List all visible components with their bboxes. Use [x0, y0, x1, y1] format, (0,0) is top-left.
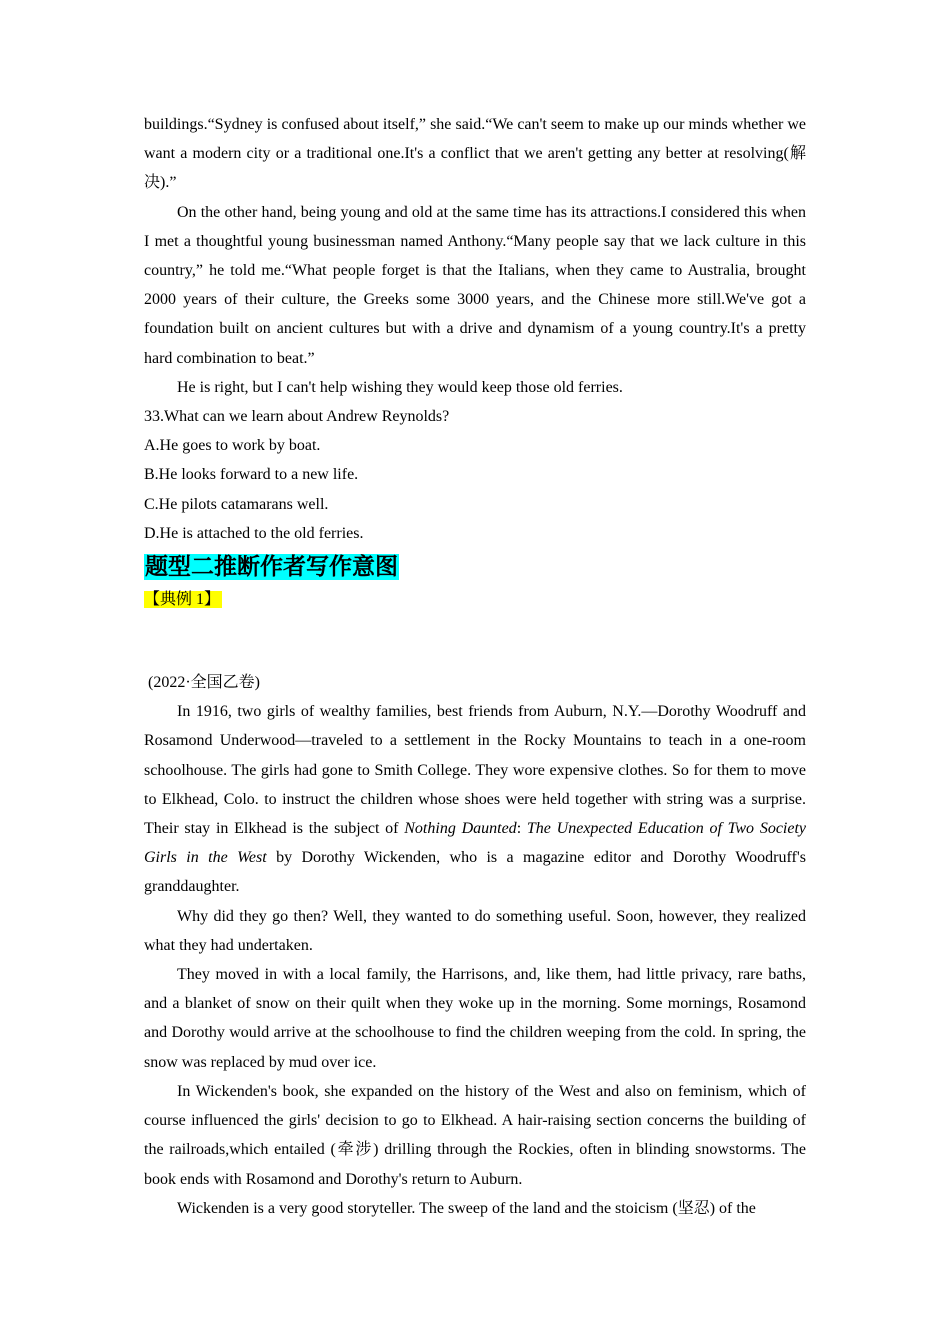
question-stem: 33.What can we learn about Andrew Reynolds? [144, 408, 450, 426]
example-tag-text: 【典例 1】 [144, 591, 221, 609]
blank-space [144, 611, 806, 668]
source-label: (2022·全国乙卷) [148, 674, 260, 692]
section-heading [144, 551, 806, 583]
passage-b-paragraph-3: They moved in with a local family, the Harrisons, and, like them, had little privacy, rare baths, and a blanket of snow on their quilt when they woke up in the morning. Some mornings, Rosamond and Dorothy would arrive at the schoolhouse to find the children weeping from the cold. In spring, the snow was replaced by mud over ice. [144, 966, 806, 1071]
section-heading-text: 题型二推断作者写作意图 [145, 554, 398, 581]
document-page [144, 110, 806, 1223]
passage-b-paragraph-5: Wickenden is a very good storyteller. The sweep of the land and the stoicism (坚忍) of the [177, 1199, 756, 1217]
passage-b-paragraph-1 [144, 697, 806, 901]
option-a: A.He goes to work by boat. [144, 437, 321, 455]
example-tag [144, 589, 806, 611]
passage-b-paragraph-4: In Wickenden's book, she expanded on the history of the West and also on feminism, which of course influenced the girls' decision to go to Elkhead. A hair-raising section concerns the building of the railroads,which entailed (牵涉) drilling through the Rockies, often in blinding snowstorms. The book ends with Rosamond and Dorothy's return to Auburn. [144, 1082, 806, 1188]
passage-b-p1-text-after: by Dorothy Wickenden, who is a magazine editor and Dorothy Woodruff's granddaughter. [144, 849, 806, 896]
book-title-part-1: Nothing Daunted [404, 820, 517, 838]
passage-a-paragraph-2: On the other hand, being young and old at the same time has its attractions.I considered this when I met a thoughtful young businessman named Anthony.“Many people say that we lack culture in this country,” he told me.“What people forget is that the Italians, when they came to Australia, brought 2000 years of their culture, the Greeks some 3000 years, and the Chinese more still.We've got a foundation built on ancient cultures but with a drive and dynamism of a young country.It's a pretty hard combination to beat.” [144, 203, 806, 367]
book-title-part-2: The Unexpected Education of Two Society Girls in the West [144, 820, 807, 867]
book-title-colon: : [516, 820, 527, 838]
option-d: D.He is attached to the old ferries. [144, 524, 364, 542]
option-b: B.He looks forward to a new life. [144, 466, 359, 484]
passage-b-paragraph-2: Why did they go then? Well, they wanted to do something useful. Soon, however, they realized what they had undertaken. [144, 907, 806, 954]
passage-a-paragraph-3: He is right, but I can't help wishing they would keep those old ferries. [177, 378, 623, 396]
passage-b-p1-text-before: In 1916, two girls of wealthy families, best friends from Auburn, N.Y.—Dorothy Woodruff and Rosamond Underwood—traveled to a settlement in the Rocky Mountains to teach in a one-room schoolhouse. The girls had gone to Smith College. They wore expensive clothes. So for them to move to Elkhead, Colo. to instruct the children whose shoes were held together with string was a surprise. Their stay in Elkhead is the subject of [144, 703, 806, 838]
option-c: C.He pilots catamarans well. [144, 495, 329, 513]
passage-a-paragraph-1: buildings.“Sydney is confused about itself,” she said.“We can't seem to make up our minds whether we want a modern city or a traditional one.It's a conflict that we aren't getting any better at resolving(解决).” [144, 116, 806, 192]
